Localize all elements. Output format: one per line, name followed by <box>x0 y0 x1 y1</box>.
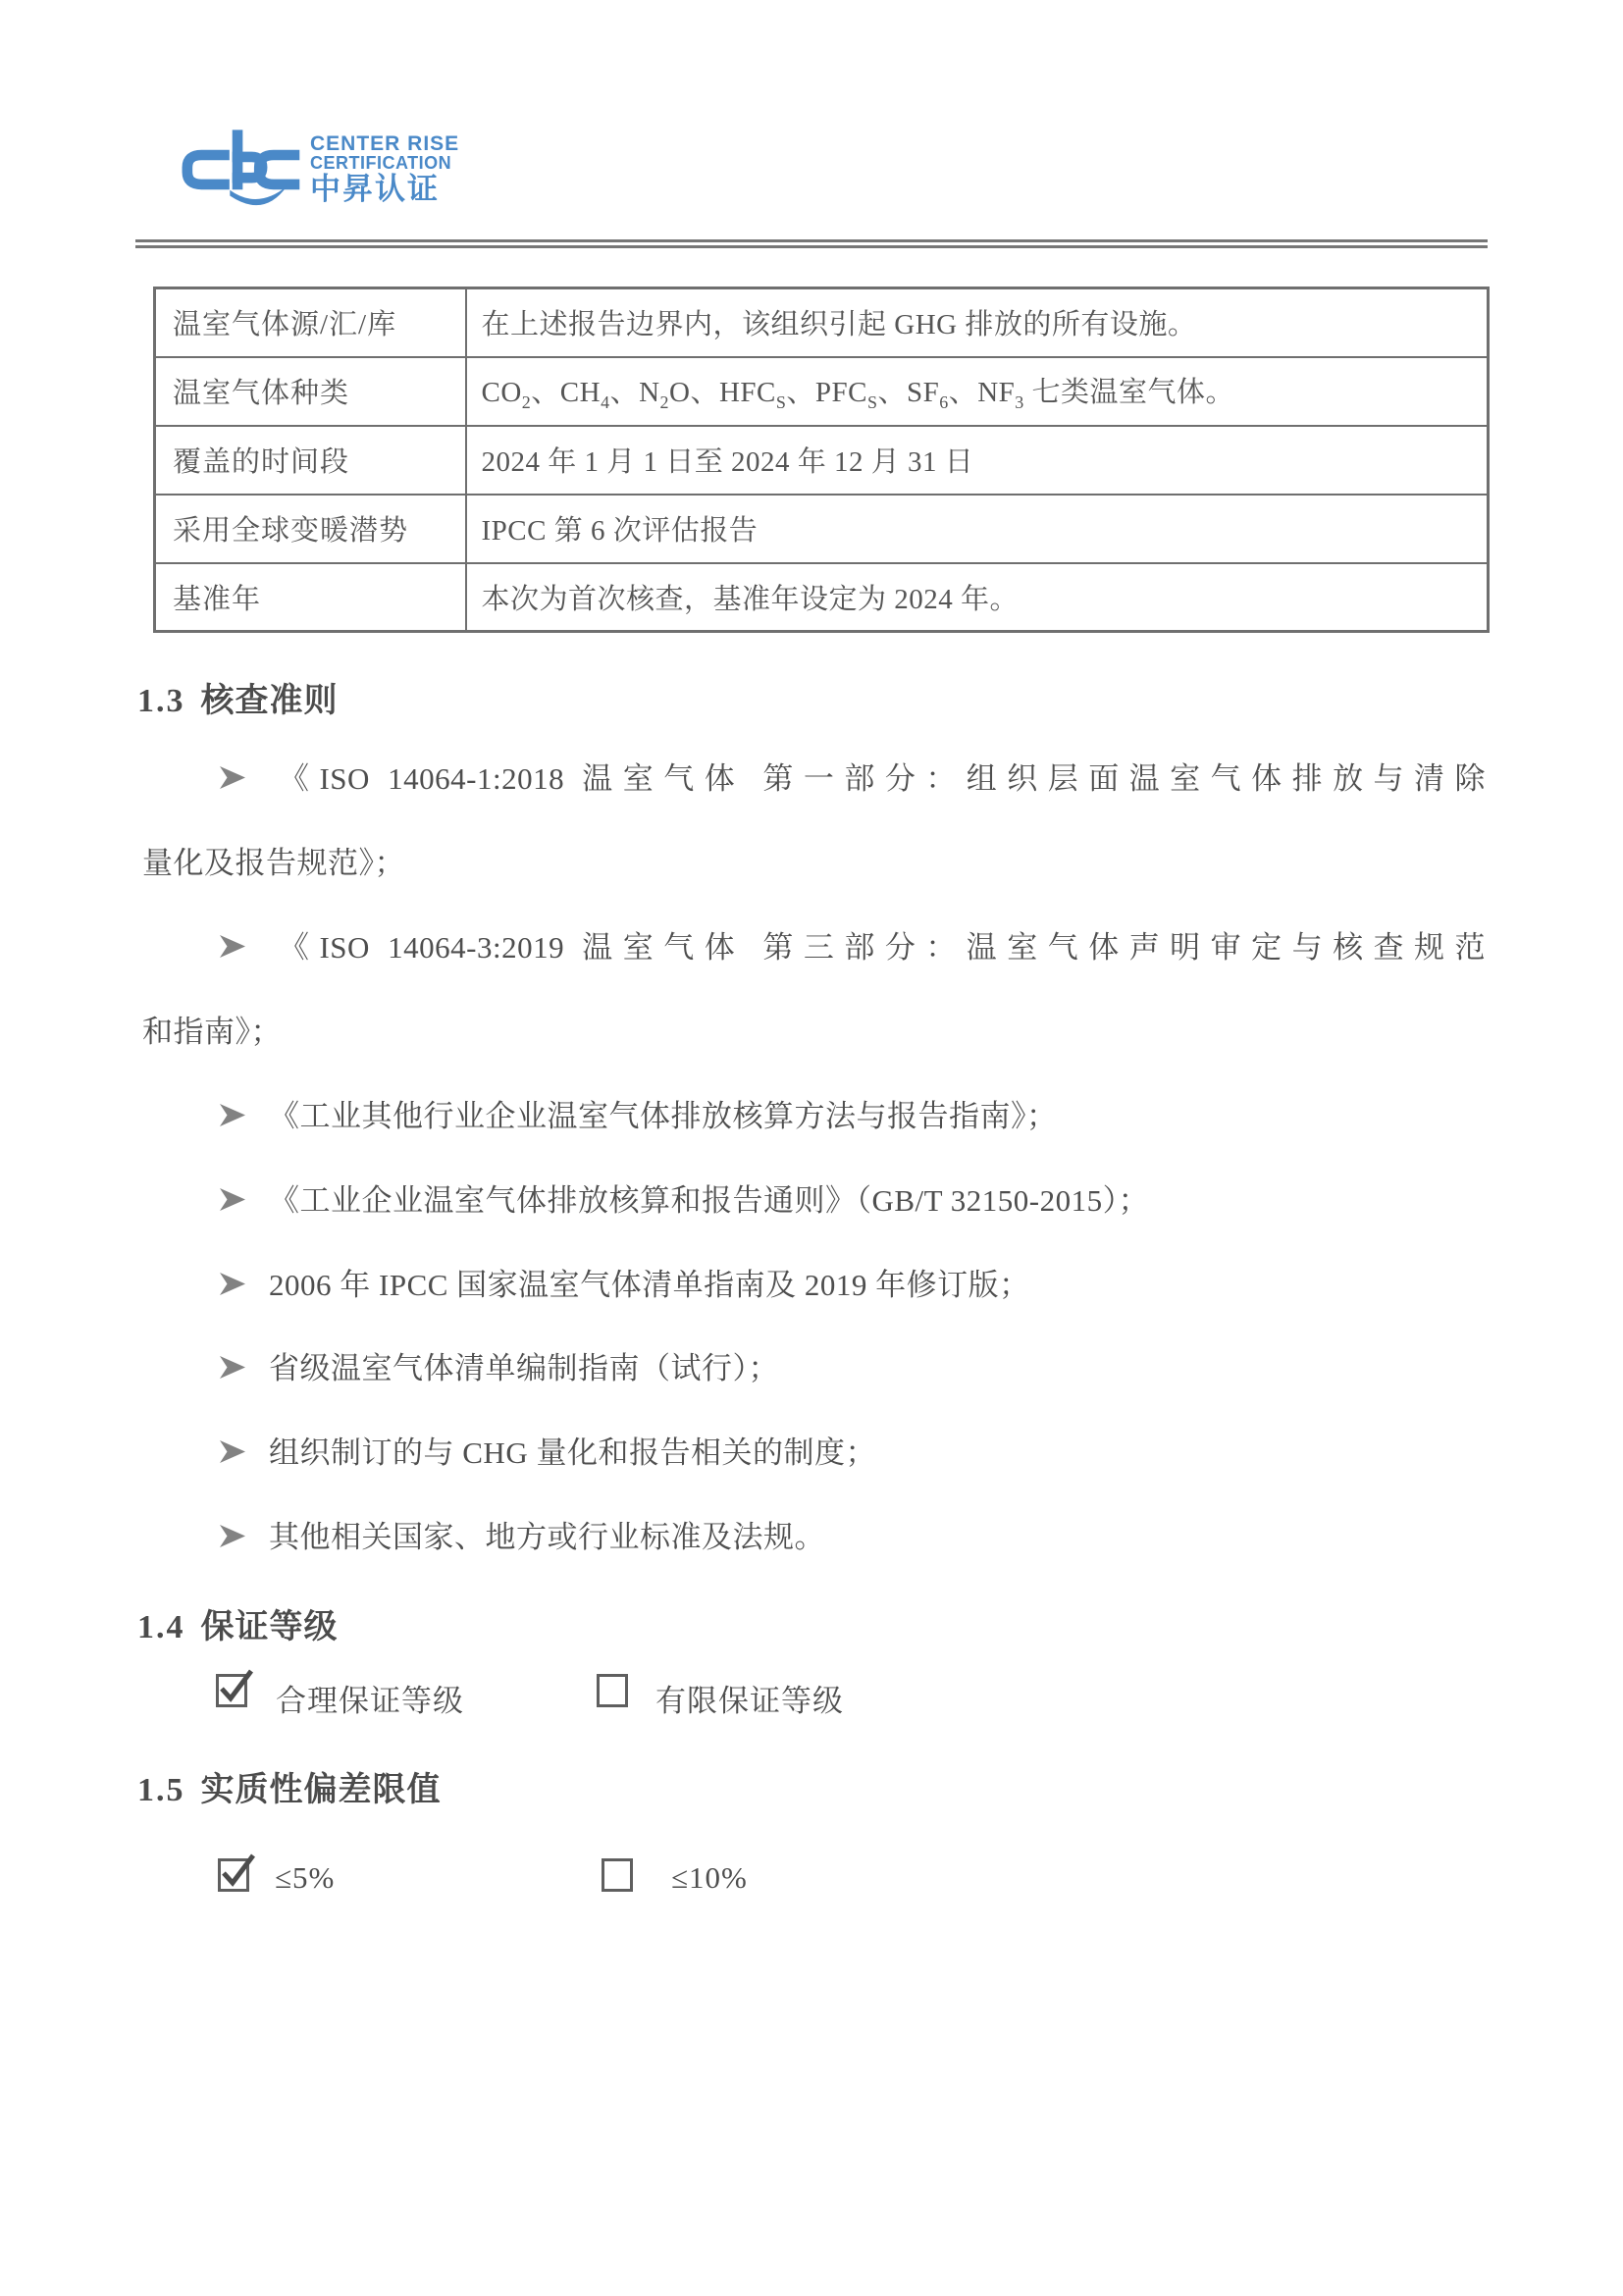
section-number: 1.3 <box>137 683 185 719</box>
section-number: 1.5 <box>137 1772 185 1808</box>
criteria-item-text: 组织制订的与 CHG 量化和报告相关的制度； <box>269 1435 876 1470</box>
arrow-bullet-icon <box>218 932 247 967</box>
criteria-item-text: 其他相关国家、地方或行业标准及法规。 <box>269 1520 825 1554</box>
header-divider <box>135 239 1488 248</box>
assurance-options <box>0 1674 1623 1717</box>
arrow-bullet-icon <box>218 1185 247 1221</box>
table-row-label: 采用全球变暖潜势 <box>155 495 466 563</box>
checkbox-checked-icon <box>218 1858 249 1892</box>
assurance-option-label: 有限保证等级 <box>655 1684 844 1718</box>
checkbox-empty-icon <box>602 1858 633 1892</box>
crc-monogram-icon <box>177 128 300 210</box>
table-row-value: $CO_2$、$CH_4$、$N_2O$、$HFC_S$、$PFC_S$、$SF_6$、$NF_3$ 七类温室气体。 <box>466 357 1489 426</box>
arrow-bullet-icon <box>218 1522 247 1557</box>
table-row <box>155 288 1489 357</box>
section-heading-1-3 <box>137 673 339 721</box>
criteria-item-text: 《ISO 14064-3:2019 温室气体 第三部分：温室气体声明审定与核查规范 <box>269 930 1486 965</box>
criteria-item <box>218 1175 1149 1221</box>
criteria-item <box>218 1091 1058 1136</box>
section-title: 核查准则 <box>200 683 339 719</box>
arrow-bullet-icon <box>218 1353 247 1388</box>
assurance-option-label: 合理保证等级 <box>276 1684 464 1718</box>
criteria-item-text: 省级温室气体清单编制指南（试行）； <box>269 1351 779 1385</box>
criteria-item-text: 2006 年 IPCC 国家温室气体清单指南及 2019 年修订版； <box>269 1268 1030 1302</box>
table-row-label: 覆盖的时间段 <box>155 426 466 495</box>
arrow-bullet-icon <box>218 1437 247 1473</box>
crc-logo <box>177 128 459 210</box>
section-number: 1.4 <box>137 1609 185 1645</box>
section-heading-1-4 <box>137 1599 339 1647</box>
table-row-label: 基准年 <box>155 563 466 632</box>
arrow-bullet-icon <box>218 1270 247 1305</box>
criteria-item <box>218 754 1486 799</box>
criteria-item <box>218 1260 1030 1305</box>
table-row <box>155 563 1489 632</box>
criteria-item <box>218 1512 825 1557</box>
table-row-value: 2024 年 1 月 1 日至 2024 年 12 月 31 日 <box>466 426 1489 495</box>
ghg-info-table <box>153 287 1490 633</box>
materiality-option-label: ≤5% <box>275 1860 336 1895</box>
criteria-item-text: 和指南》； <box>142 1015 282 1049</box>
criteria-item-text: 《ISO 14064-1:2018 温室气体 第一部分：组织层面温室气体排放与清除 <box>269 761 1486 796</box>
criteria-item <box>218 922 1486 967</box>
arrow-bullet-icon <box>218 1101 247 1136</box>
checkbox-empty-icon <box>597 1674 628 1707</box>
criteria-item <box>218 1343 779 1388</box>
logo-name-cn: 中昇认证 <box>310 171 440 206</box>
table-row-value: IPCC 第 6 次评估报告 <box>466 495 1489 563</box>
checkbox-checked-icon <box>216 1674 247 1707</box>
logo-name-en-line1: CENTER RISE <box>310 131 460 155</box>
table-row-label: 温室气体种类 <box>155 357 466 426</box>
table-row <box>155 426 1489 495</box>
table-row-value: 本次为首次核查，基准年设定为 2024 年。 <box>466 563 1489 632</box>
arrow-bullet-icon <box>218 763 247 799</box>
table-row <box>155 495 1489 563</box>
logo-text <box>310 133 459 204</box>
section-title: 保证等级 <box>200 1609 339 1645</box>
table-row <box>155 357 1489 426</box>
logo-name-en-line2: CERTIFICATION <box>310 153 452 174</box>
section-heading-1-5 <box>137 1762 442 1810</box>
table-row-label: 温室气体源/汇/库 <box>155 288 466 357</box>
table-row-value: 在上述报告边界内，该组织引起 GHG 排放的所有设施。 <box>466 288 1489 357</box>
materiality-options <box>0 1858 1623 1902</box>
criteria-item <box>218 1428 876 1473</box>
criteria-item-text: 《工业企业温室气体排放核算和报告通则》（GB/T 32150-2015）； <box>269 1183 1150 1218</box>
section-title: 实质性偏差限值 <box>200 1772 442 1808</box>
criteria-item-text: 《工业其他行业企业温室气体排放核算方法与报告指南》； <box>269 1099 1058 1133</box>
materiality-option-label: ≤10% <box>671 1860 748 1895</box>
criteria-item-text: 量化及报告规范》； <box>142 846 405 880</box>
